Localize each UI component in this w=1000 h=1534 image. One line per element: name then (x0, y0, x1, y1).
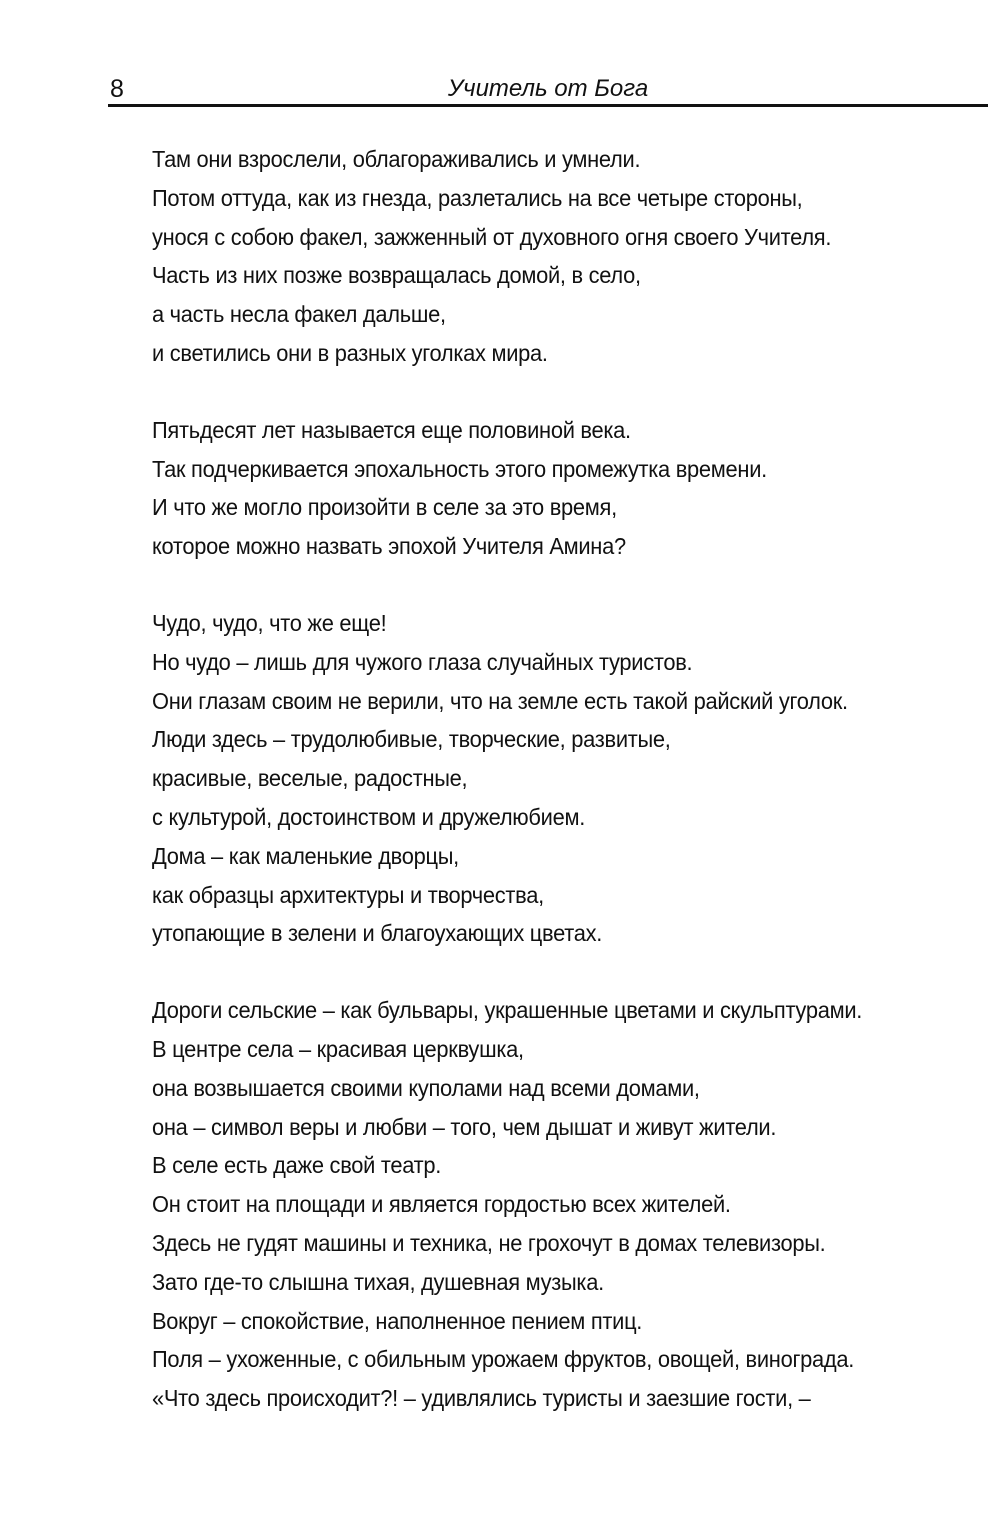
page-header (108, 68, 988, 108)
text-line: как образцы архитектуры и творчества, (152, 881, 544, 908)
text-line: которое можно назвать эпохой Учителя Амина? (152, 533, 626, 560)
stanza (152, 140, 982, 373)
text-line: с культурой, достоинством и дружелюбием. (152, 803, 586, 830)
running-title: Учитель от Бога (447, 75, 649, 102)
text-line: Зато где-то слышна тихая, душевная музыка. (152, 1268, 604, 1295)
text-line: Люди здесь – трудолюбивые, творческие, развитые, (152, 726, 671, 753)
text-line: Там они взрослели, облагораживались и умнели. (152, 146, 641, 172)
text-line: Здесь не гудят машины и техника, не грохочут в домах телевизоры. (152, 1229, 826, 1256)
header-divider (108, 104, 988, 107)
stanza (152, 604, 982, 953)
text-line: а часть несла факел дальше, (152, 301, 446, 328)
text-line: Вокруг – спокойствие, наполненное пением птиц. (152, 1307, 643, 1334)
text-line: Но чудо – лишь для чужого глаза случайных туристов. (152, 648, 693, 675)
text-line: Поля – ухоженные, с обильным урожаем фруктов, овощей, винограда. (152, 1346, 855, 1373)
text-line: Дома – как маленькие дворцы, (152, 842, 459, 869)
text-line: Дороги сельские – как бульвары, украшенные цветами и скульптурами. (152, 997, 863, 1024)
text-line: «Что здесь происходит?! – удивлялись туристы и заезшие гости, – (152, 1385, 811, 1412)
text-line: и светились они в разных уголках мира. (152, 339, 548, 366)
text-line: И что же могло произойти в селе за это время, (152, 494, 617, 521)
stanza (152, 411, 982, 566)
text-line: Так подчеркивается эпохальность этого промежутка времени. (152, 455, 767, 482)
page-body (152, 140, 982, 1456)
text-line: Потом оттуда, как из гнезда, разлетались на все четыре стороны, (152, 184, 803, 211)
text-line: красивые, веселые, радостные, (152, 765, 468, 792)
text-line: В центре села – красивая церквушка, (152, 1035, 524, 1062)
page-number: 8 (110, 75, 124, 103)
text-line: утопающие в зелени и благоухающих цветах. (152, 920, 603, 947)
text-line: она возвышается своими куполами над всеми домами, (152, 1074, 700, 1101)
text-line: Пятьдесят лет называется еще половиной века. (152, 416, 631, 443)
text-line: унося с собою факел, зажженный от духовного огня своего Учителя. (152, 223, 832, 250)
text-line: Они глазам своим не верили, что на земле есть такой райский уголок. (152, 687, 848, 714)
text-line: В селе есть даже свой театр. (152, 1152, 442, 1179)
text-line: она – символ веры и любви – того, чем дышат и живут жители. (152, 1113, 777, 1140)
text-line: Чудо, чудо, что же еще! (152, 609, 387, 636)
stanza (152, 991, 982, 1418)
text-line: Он стоит на площади и является гордостью всех жителей. (152, 1191, 731, 1218)
text-line: Часть из них позже возвращалась домой, в село, (152, 262, 641, 289)
